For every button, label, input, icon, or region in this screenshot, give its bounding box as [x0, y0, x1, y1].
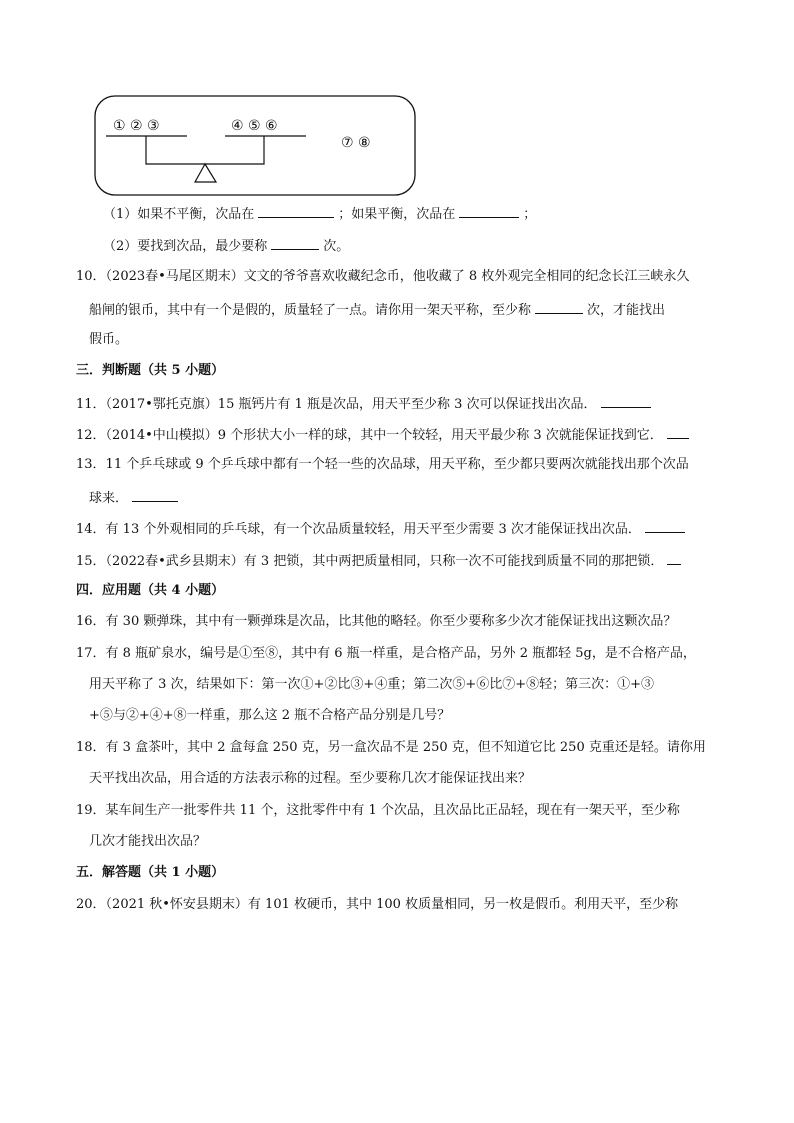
- q14: 14．有 13 个外观相同的乒乓球，有一个次品质量较轻，用天平至少需要 3 次才能保证找出次品．: [76, 518, 689, 540]
- q18-line1: 18．有 3 盒茶叶，其中 2 盒每盒 250 克，另一盒次品不是 250 克，但不知道它比 250 克重还是轻。请你用: [76, 740, 706, 755]
- q12: 12．（2014•中山模拟）9 个形状大小一样的球，其中一个较轻，用天平最少称 3 次就能保证找到它．: [76, 424, 693, 446]
- q10-line2: 船闸的银币，其中有一个是假的，质量轻了一点。请你用一架天平称，至少称 次，才能找出: [89, 299, 665, 321]
- left-pan-label: ① ② ③: [113, 118, 160, 134]
- q10-line3: 假币。: [89, 332, 129, 347]
- q13-line2: 球来．: [89, 487, 182, 509]
- q17-line1: 17．有 8 瓶矿泉水，编号是①至⑧，其中有 6 瓶一样重，是合格产品，另外 2 瓶都轻 5g，是不合格产品，: [76, 646, 696, 661]
- q15: 15．（2022春•武乡县期末）有 3 把锁，其中两把质量相同，只称一次不可能找到质量不同的那把锁．: [76, 550, 685, 572]
- answer-blank[interactable]: [132, 487, 178, 502]
- right-pan-label: ④ ⑤ ⑥: [231, 118, 278, 134]
- answer-blank[interactable]: [271, 235, 319, 250]
- q9-part1: （1）如果不平衡，次品在 ；如果平衡，次品在 ；: [103, 203, 536, 225]
- balance-beam: [146, 136, 264, 164]
- q16: 16．有 30 颗弹珠，其中有一颗弹珠是次品，比其他的略轻。你至少要称多少次才能保证找出这颗次品？: [76, 614, 677, 629]
- q18-line2: 天平找出次品，用合适的方法表示称的过程。至少要称几次才能保证找出来？: [89, 771, 532, 786]
- q19-line1: 19．某车间生产一批零件共 11 个，这批零件中有 1 个次品，且次品比正品轻，现在有一架天平，至少称: [76, 803, 680, 818]
- q13-line1: 13．11 个乒乓球或 9 个乒乓球中都有一个轻一些的次品球，用天平称，至少都只要两次就能找出那个次品: [76, 457, 689, 472]
- q11: 11．（2017•鄂托克旗）15 瓶钙片有 1 瓶是次品，用天平至少称 3 次可以保证找出次品．: [76, 393, 655, 415]
- q10-line1: 10．（2023春•马尾区期末）文文的爷爷喜欢收藏纪念币，他收藏了 8 枚外观完全相同的纪念长江三峡永久: [76, 269, 690, 284]
- answer-blank[interactable]: [459, 203, 519, 218]
- q17-line3: +⑤与②+④+⑧一样重，那么这 2 瓶不合格产品分别是几号？: [89, 708, 451, 723]
- answer-blank[interactable]: [667, 424, 689, 439]
- answer-blank[interactable]: [258, 203, 334, 218]
- q20: 20．（2021 秋•怀安县期末）有 101 枚硬币，其中 100 枚质量相同，另一枚是假币。利用天平，至少称: [76, 897, 679, 912]
- answer-blank[interactable]: [535, 299, 583, 314]
- answer-blank[interactable]: [667, 550, 681, 565]
- section-heading: 四．应用题（共 4 小题）: [76, 583, 225, 598]
- fulcrum-triangle: [195, 164, 216, 182]
- q9-part2: （2）要找到次品，最少要称 次。: [103, 235, 349, 257]
- aside-label: ⑦ ⑧: [341, 135, 371, 151]
- section-heading: 三．判断题（共 5 小题）: [76, 363, 225, 378]
- answer-blank[interactable]: [601, 393, 651, 408]
- answer-blank[interactable]: [645, 518, 685, 533]
- balance-diagram: [0, 0, 794, 200]
- section-heading: 五．解答题（共 1 小题）: [76, 865, 225, 880]
- q17-line2: 用天平称了 3 次，结果如下：第一次①+②比③+④重；第二次⑤+⑥比⑦+⑧轻；第三次：①+③: [89, 677, 654, 692]
- q19-line2: 几次才能找出次品？: [89, 834, 207, 849]
